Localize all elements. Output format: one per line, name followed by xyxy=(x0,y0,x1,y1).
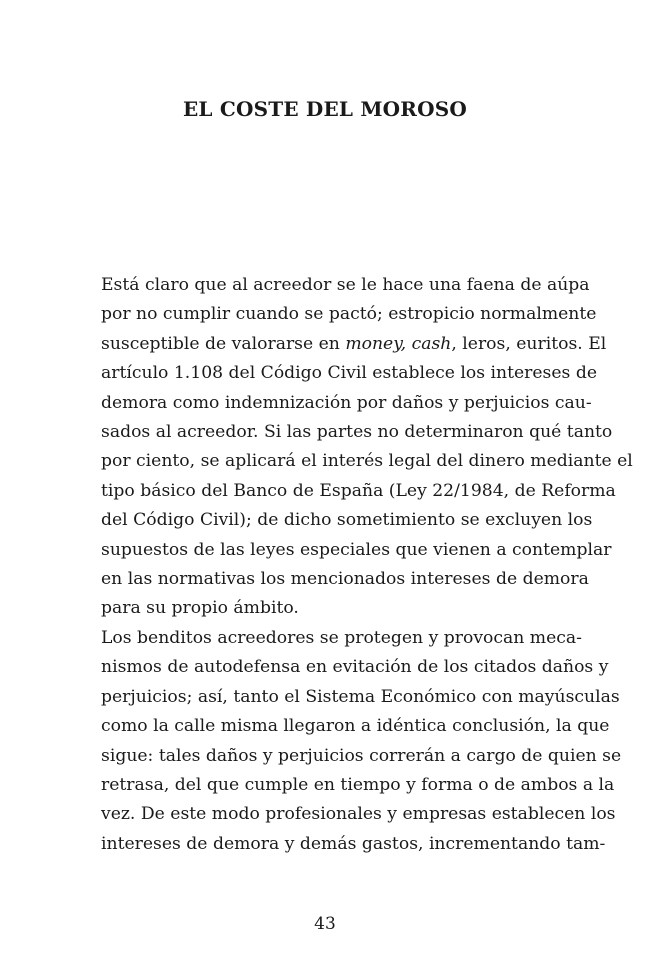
text-line: como la calle misma llegaron a idéntica conclusión, la que xyxy=(101,716,610,737)
text-line: sados al acreedor. Si las partes no determinaron qué tanto xyxy=(101,422,613,443)
text-line: nismos de autodefensa en evitación de los citados daños y xyxy=(101,657,609,678)
text-line: demora como indemnización por daños y perjuicios cau- xyxy=(101,392,592,413)
text-line: del Código Civil); de dicho sometimiento se excluyen los xyxy=(101,510,593,531)
text-segment: susceptible de valorarse en xyxy=(101,333,346,354)
text-line: sigue: tales daños y perjuicios correrán a cargo de quien se xyxy=(101,745,622,766)
text-line: Los benditos acreedores se protegen y provocan meca- xyxy=(101,627,582,648)
text-line: supuestos de las leyes especiales que vienen a contemplar xyxy=(101,539,612,560)
text-line: tipo básico del Banco de España (Ley 22/1984, de Reforma xyxy=(101,480,616,501)
text-line: perjuicios; así, tanto el Sistema Económico con mayúsculas xyxy=(101,686,620,707)
text-line: retrasa, del que cumple en tiempo y forma o de ambos a la xyxy=(101,774,615,795)
page-number: 43 xyxy=(314,914,336,934)
text-line: en las normativas los mencionados intereses de demora xyxy=(101,569,589,590)
text-segment: , leros, euritos. El xyxy=(451,333,607,354)
italic-phrase: money, cash xyxy=(345,333,452,354)
body-text xyxy=(68,271,633,859)
chapter-title: EL COSTE DEL MOROSO xyxy=(182,97,468,121)
text-line: vez. De este modo profesionales y empresas establecen los xyxy=(101,804,616,825)
text-line: intereses de demora y demás gastos, incrementando tam- xyxy=(101,833,606,854)
paragraph-1 xyxy=(68,271,633,624)
text-line: Está claro que al acreedor se le hace una faena de aúpa xyxy=(101,275,590,295)
paragraph-2 xyxy=(68,624,622,859)
text-line xyxy=(68,330,607,359)
text-line: por ciento, se aplicará el interés legal del dinero mediante el xyxy=(101,451,633,472)
text-line: por no cumplir cuando se pactó; estropicio normalmente xyxy=(101,304,597,325)
text-line: para su propio ámbito. xyxy=(101,598,299,619)
text-line: artículo 1.108 del Código Civil establece los intereses de xyxy=(101,363,597,384)
